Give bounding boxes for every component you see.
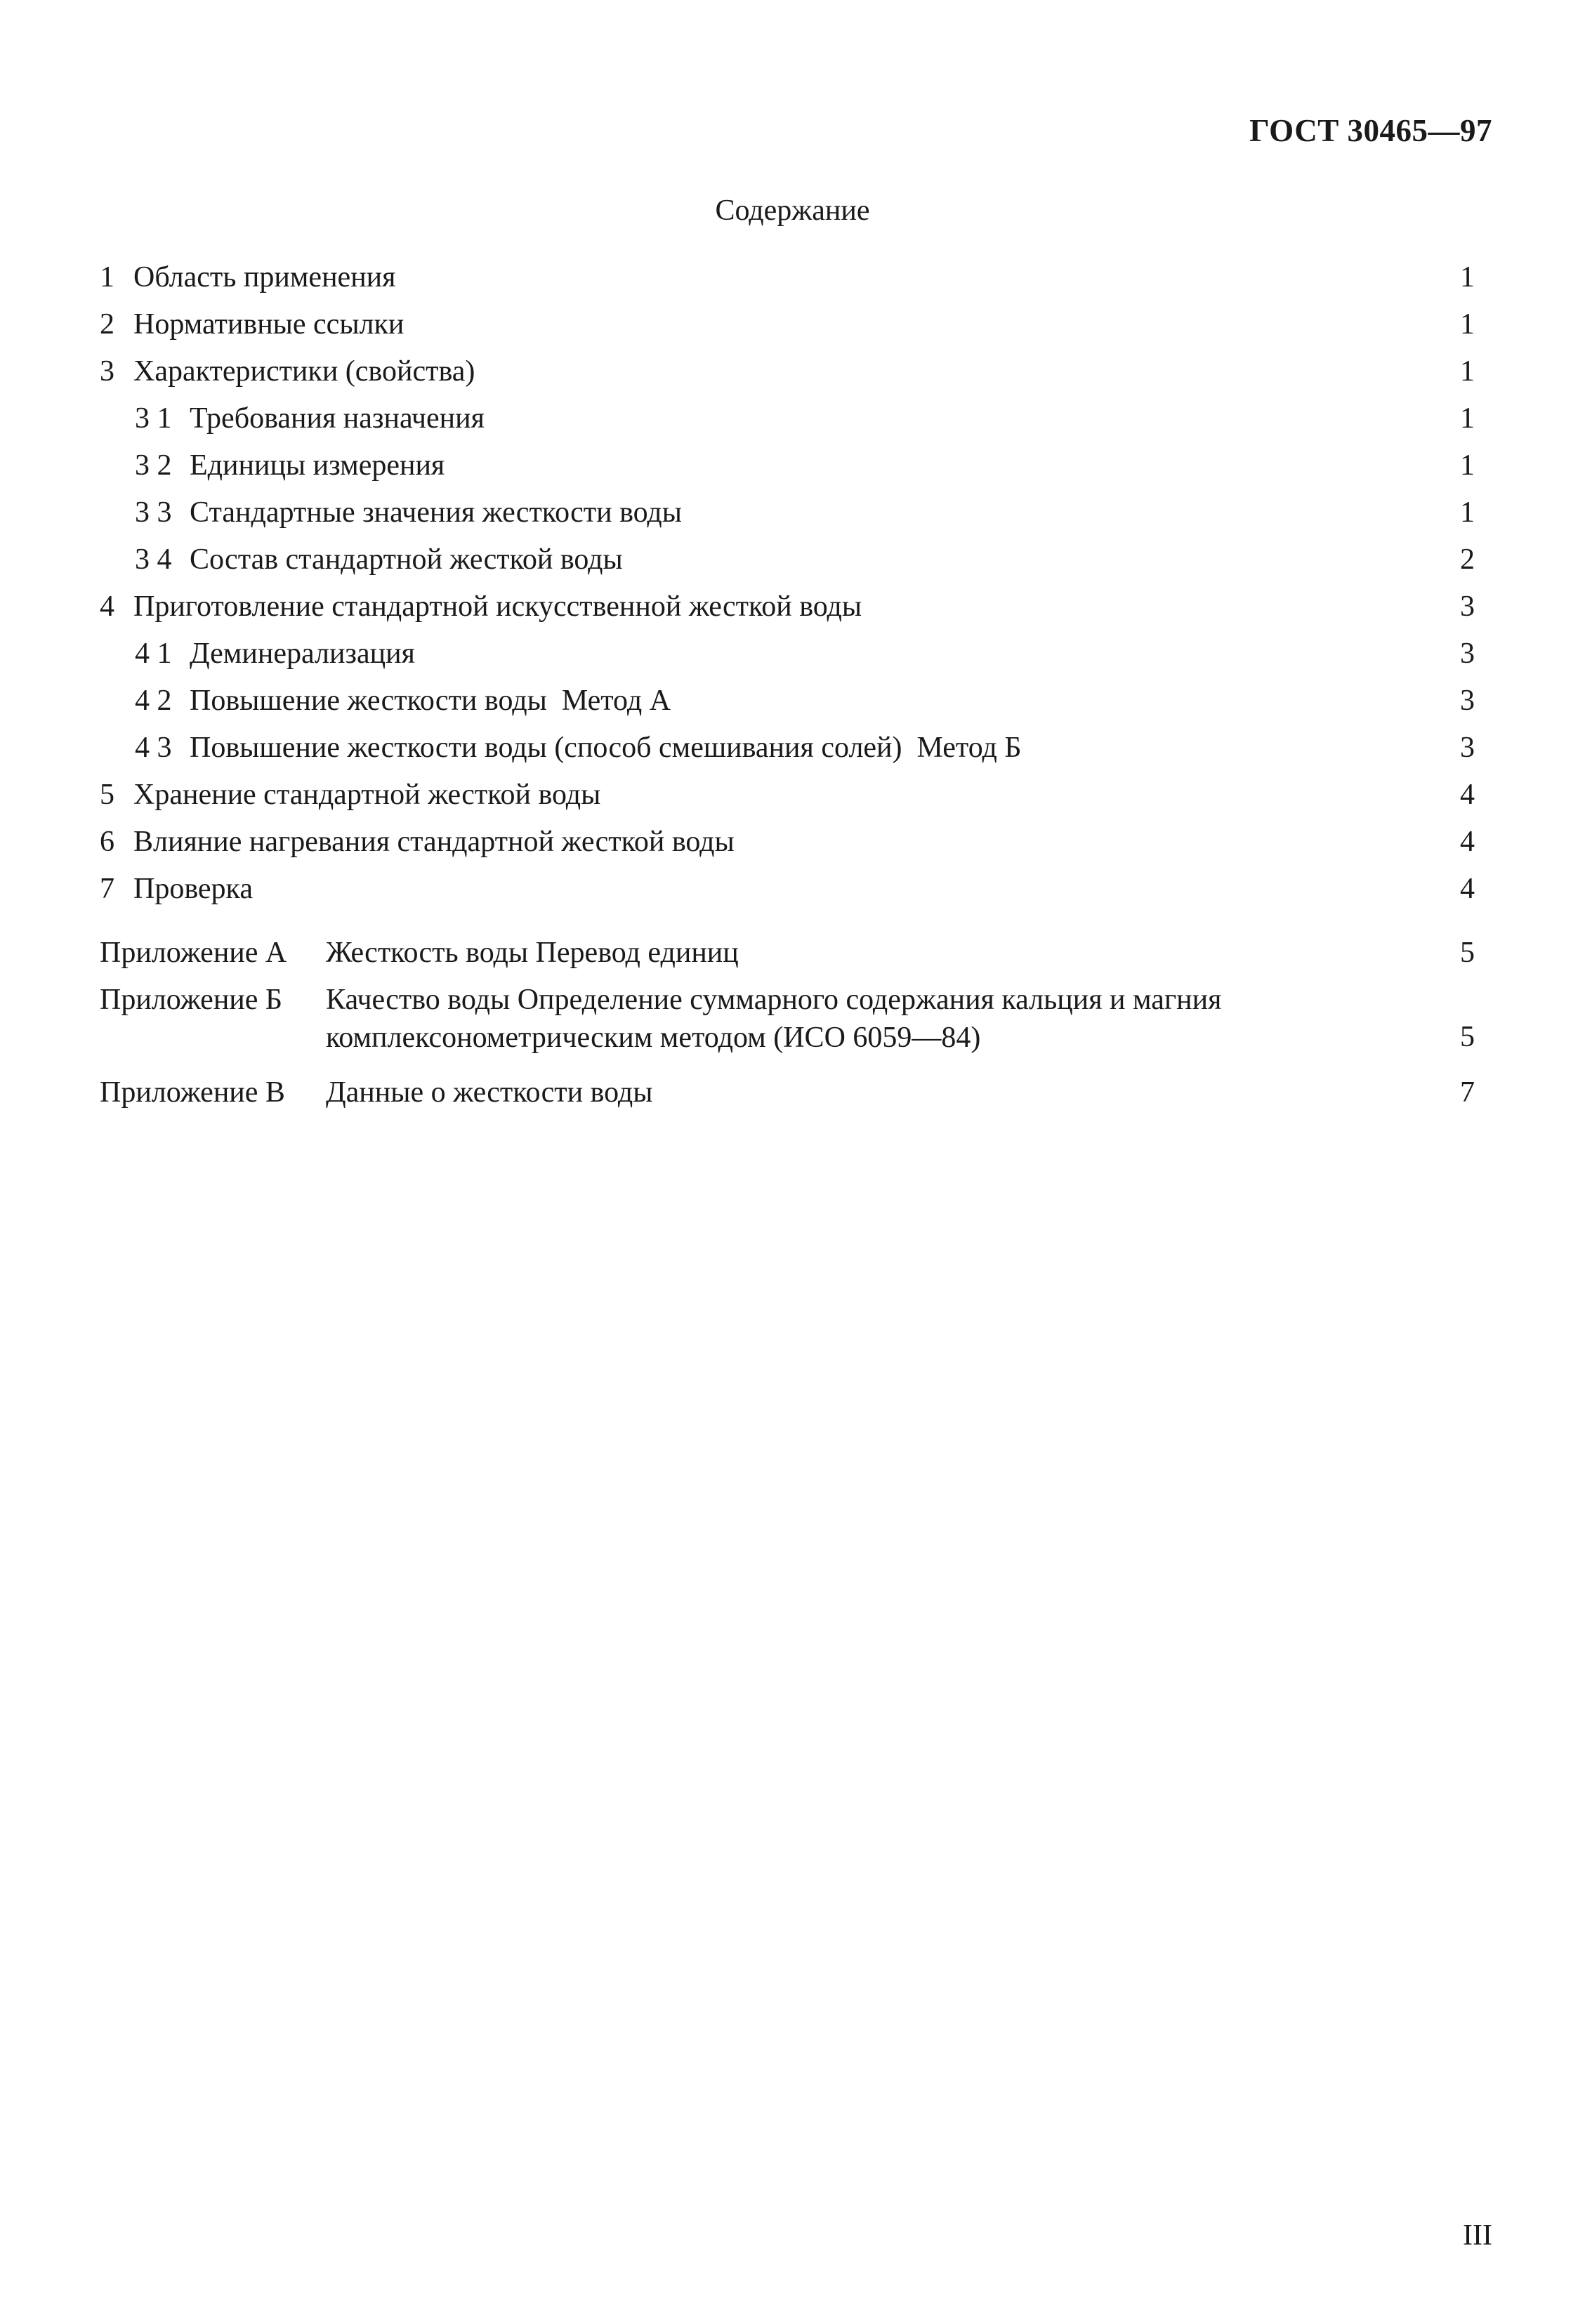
toc-entry-number: 4 xyxy=(100,590,114,623)
toc-annex-entry xyxy=(100,934,1475,981)
toc-entry xyxy=(100,729,1475,776)
toc-entry xyxy=(100,682,1475,729)
toc-entry-number: 4 2 xyxy=(135,685,172,717)
toc-entry-title: Приготовление стандартной искусственной жесткой воды xyxy=(133,590,862,623)
toc-entry-number: 4 1 xyxy=(135,638,172,670)
toc-entry-title: Деминерализация xyxy=(190,638,415,670)
toc-entry-title: Нормативные ссылки xyxy=(133,308,405,341)
toc-annex-label: Приложение А xyxy=(100,937,287,969)
toc-annexes xyxy=(100,934,1475,1121)
toc-gap xyxy=(100,917,1475,934)
toc-entry-page: 3 xyxy=(1460,685,1475,717)
toc-entry-title: Стандартные значения жесткости воды xyxy=(190,496,683,529)
toc-entry xyxy=(100,352,1475,400)
document-code: ГОСТ 30465—97 xyxy=(1249,113,1492,148)
toc-entry-title: Проверка xyxy=(133,873,253,905)
toc-entry xyxy=(100,305,1475,352)
toc-entry-title: Область применения xyxy=(133,261,396,293)
toc-entry xyxy=(100,870,1475,917)
toc-entry-page: 3 xyxy=(1460,732,1475,764)
toc-entry-page: 1 xyxy=(1460,496,1475,529)
toc-entry-page: 1 xyxy=(1460,355,1475,388)
toc-entry-title: Единицы измерения xyxy=(190,449,445,482)
toc-entry-title: Состав стандартной жесткой воды xyxy=(190,543,623,576)
toc-entry-number: 7 xyxy=(100,873,114,905)
toc-entry-number: 6 xyxy=(100,826,114,858)
toc-entry-page: 3 xyxy=(1460,590,1475,623)
toc-entry-page: 1 xyxy=(1460,261,1475,293)
toc-entry-page: 4 xyxy=(1460,779,1475,811)
toc-entry xyxy=(100,258,1475,305)
toc-entry-title: Требования назначения xyxy=(190,402,485,435)
toc-annex-title: Качество воды Определение суммарного содержания кальция и магния комплексонометрическим методом (ИСО 6059—84) xyxy=(326,984,1222,1054)
toc-entry-page: 3 xyxy=(1460,638,1475,670)
toc-annex-title: Жесткость воды Перевод единиц xyxy=(326,937,739,969)
toc-entry-title: Повышение жесткости воды Метод А xyxy=(190,685,671,717)
toc-entry xyxy=(100,776,1475,823)
toc-entry-page: 1 xyxy=(1460,449,1475,482)
toc-entry-number: 5 xyxy=(100,779,114,811)
toc-entry-number: 3 xyxy=(100,355,114,388)
toc-annex-page: 7 xyxy=(1460,1076,1475,1109)
toc-annex-entry xyxy=(100,1074,1475,1121)
toc-entry xyxy=(100,588,1475,635)
toc-entry-number: 3 1 xyxy=(135,402,172,435)
toc-annex-label: Приложение Б xyxy=(100,984,283,1016)
toc-entry-number: 1 xyxy=(100,261,114,293)
toc-entry-title: Характеристики (свойства) xyxy=(133,355,475,388)
toc-entry-page: 1 xyxy=(1460,402,1475,435)
toc-entry xyxy=(100,541,1475,588)
toc-entry-page: 1 xyxy=(1460,308,1475,341)
toc-entry xyxy=(100,823,1475,870)
toc-entry-number: 3 2 xyxy=(135,449,172,482)
page-number: III xyxy=(1463,2219,1492,2252)
toc-entry-number: 3 3 xyxy=(135,496,172,529)
toc-entry xyxy=(100,635,1475,682)
toc-entry xyxy=(100,400,1475,447)
toc-annex-title: Данные о жесткости воды xyxy=(326,1076,653,1109)
toc-entry-number: 3 4 xyxy=(135,543,172,576)
toc-entry xyxy=(100,494,1475,541)
toc-heading: Содержание xyxy=(715,194,870,227)
table-of-contents xyxy=(100,258,1475,1121)
toc-entry xyxy=(100,447,1475,494)
toc-annex-page: 5 xyxy=(1460,937,1475,969)
toc-annex-page: 5 xyxy=(1460,1021,1475,1053)
toc-entry-page: 4 xyxy=(1460,826,1475,858)
toc-entry-page: 4 xyxy=(1460,873,1475,905)
toc-annex-entry xyxy=(100,981,1475,1065)
toc-sections xyxy=(100,258,1475,917)
toc-entry-page: 2 xyxy=(1460,543,1475,576)
toc-annex-label: Приложение В xyxy=(100,1076,285,1109)
toc-entry-title: Влияние нагревания стандартной жесткой воды xyxy=(133,826,735,858)
toc-entry-number: 2 xyxy=(100,308,114,341)
toc-entry-title: Хранение стандартной жесткой воды xyxy=(133,779,601,811)
toc-entry-number: 4 3 xyxy=(135,732,172,764)
toc-entry-title: Повышение жесткости воды (способ смешивания солей) Метод Б xyxy=(190,732,1022,764)
